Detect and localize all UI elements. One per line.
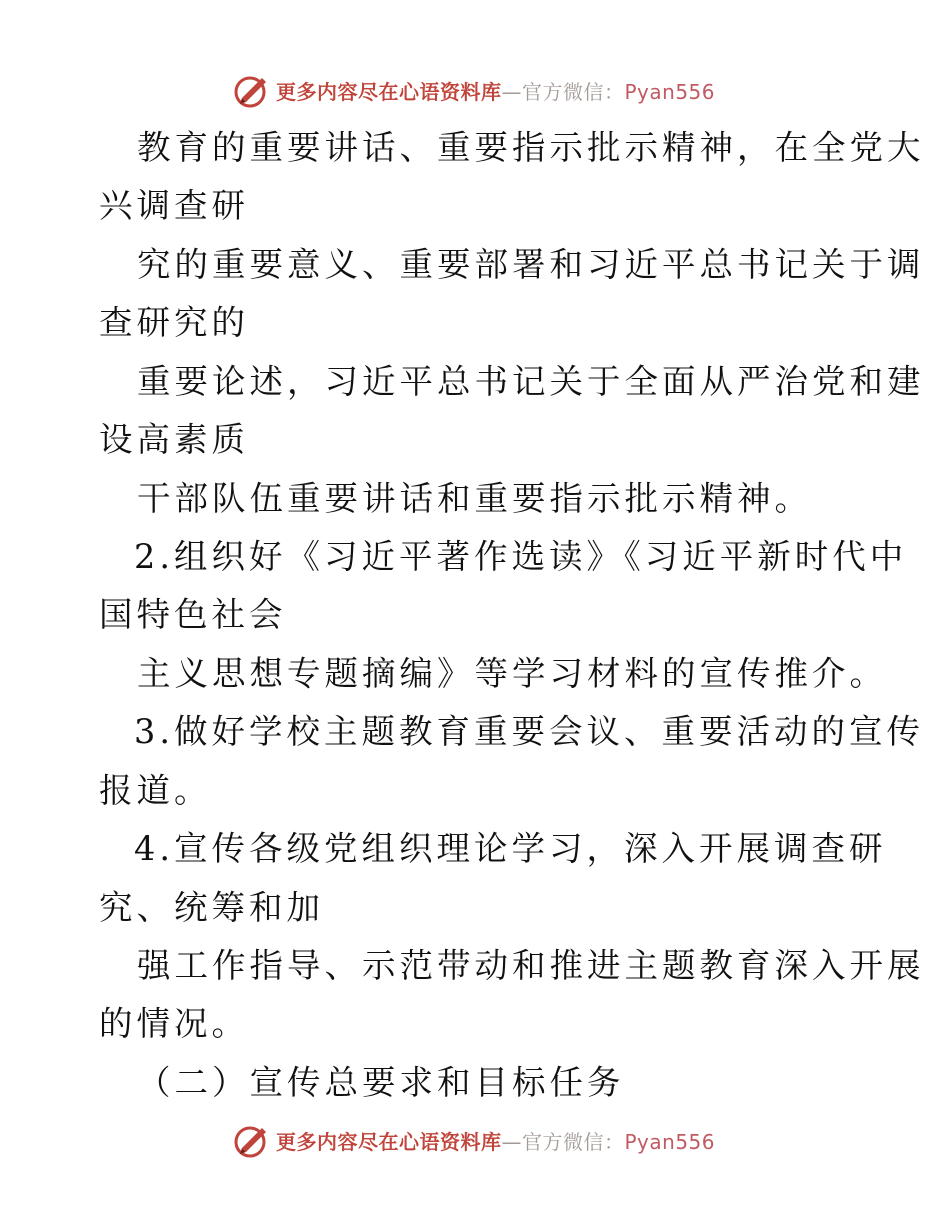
pen-logo-icon <box>232 1120 272 1160</box>
header-watermark <box>232 70 715 110</box>
text-line: 强工作指导、示范带动和推进主题教育深入开展 <box>137 946 925 985</box>
text-line: 究、统筹和加 <box>99 888 324 927</box>
watermark-wechat-label: 官方微信： <box>522 79 625 104</box>
text-line: 3.做好学校主题教育重要会议、重要活动的宣传 <box>134 712 924 751</box>
section-heading: （二）宣传总要求和目标任务 <box>137 1063 625 1102</box>
watermark-wechat-id: Pyan556 <box>624 79 716 104</box>
watermark-wechat-label: 官方微信： <box>522 1129 625 1154</box>
text-line: 教育的重要讲话、重要指示批示精神，在全党大 <box>137 128 925 167</box>
text-line: 究的重要意义、重要部署和习近平总书记关于调 <box>137 245 925 284</box>
text-line: 主义思想专题摘编》等学习材料的宣传推介。 <box>137 654 887 693</box>
watermark-brand: 更多内容尽在心语资料库 <box>276 79 502 104</box>
pen-logo-icon <box>232 70 272 110</box>
text-line: 4.宣传各级党组织理论学习，深入开展调查研 <box>134 829 887 868</box>
text-line: 报道。 <box>99 771 212 810</box>
watermark-separator: — <box>501 1129 522 1154</box>
text-line: 重要论述，习近平总书记关于全面从严治党和建 <box>137 362 925 401</box>
text-line: 的情况。 <box>99 1004 249 1043</box>
text-line: 国特色社会 <box>99 595 287 634</box>
text-line: 干部队伍重要讲话和重要指示批示精神。 <box>137 479 812 518</box>
watermark-separator: — <box>501 79 522 104</box>
text-line: 兴调查研 <box>99 186 249 225</box>
text-line: 设高素质 <box>99 420 249 459</box>
watermark-wechat-id: Pyan556 <box>624 1129 716 1154</box>
watermark-brand: 更多内容尽在心语资料库 <box>276 1129 502 1154</box>
text-line: 查研究的 <box>99 303 249 342</box>
text-line: 2.组织好《习近平著作选读》《习近平新时代中 <box>134 537 908 576</box>
footer-watermark <box>232 1120 715 1160</box>
